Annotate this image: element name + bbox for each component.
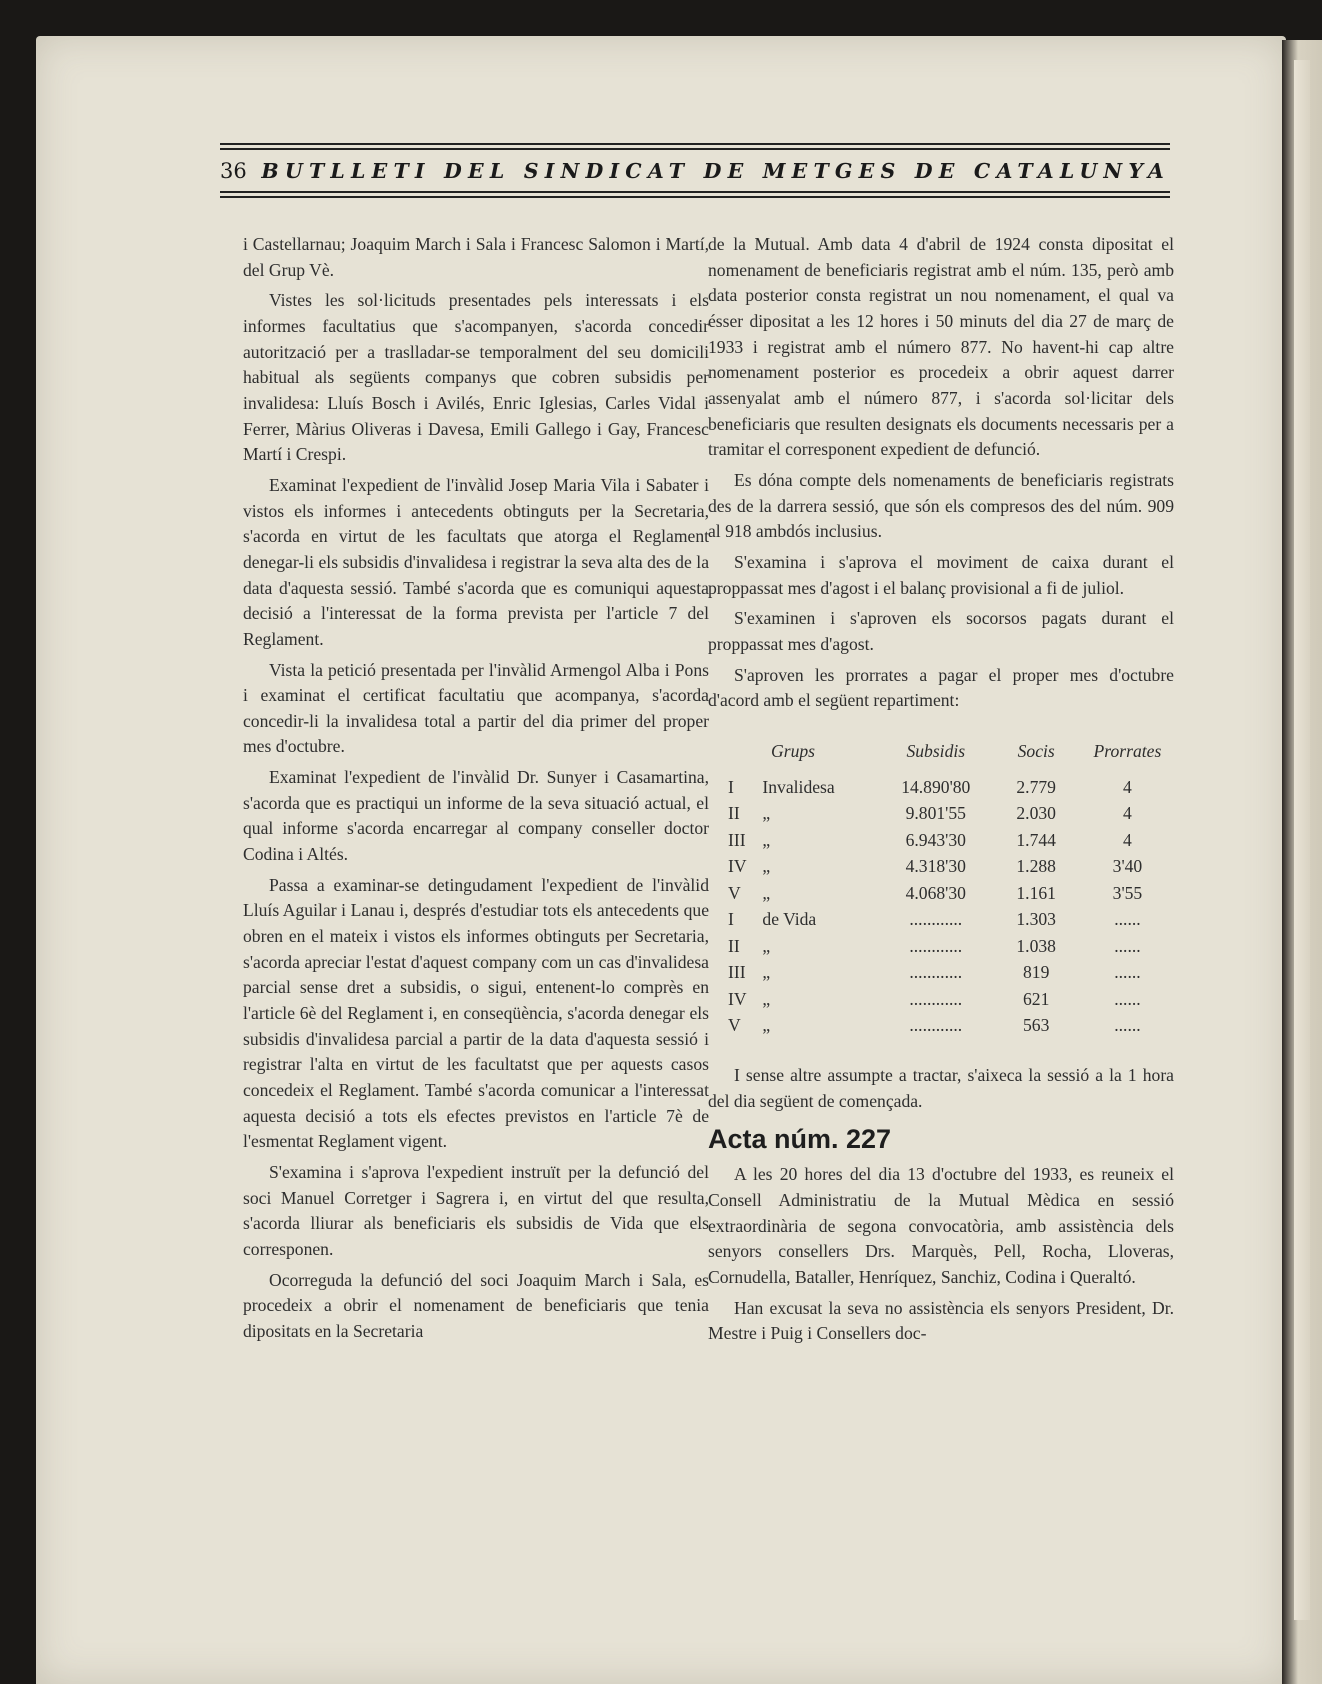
next-page-edge	[1294, 60, 1310, 1620]
cell-type: „	[762, 882, 771, 903]
cell-subsidis: ............	[909, 1015, 963, 1036]
cell-type: Invalidesa	[762, 776, 835, 797]
cell-socis: 1.303	[1016, 909, 1056, 930]
cell-subsidis: 14.890'80	[901, 776, 971, 797]
cell-num: V	[728, 882, 741, 903]
cell-prorrates: 3'40	[1112, 856, 1143, 877]
cell-socis: 1.744	[1016, 829, 1056, 850]
paragraph: Vistes les sol·licituds presentades pels interessats i els informes facultatius que s'acompanyen, s'acorda concedir autorització per a traslladar-se temporalment del seu domicili habitual als següents companys que cobren subsidis per invalidesa: Lluís Bosch i Avilés, Enric Iglesias, Carles Vidal i Ferrer, Màrius Oliveras i Davesa, Emili Gallego i Gay, Francesc Martí i Crespi.	[243, 290, 709, 465]
cell-subsidis: 4.068'30	[905, 882, 966, 903]
paragraph: de la Mutual. Amb data 4 d'abril de 1924 consta dipositat el nomenament de beneficiaris registrat amb el núm. 135, però amb data posterior consta registrat un nou nomenament, el qual va ésser dipositat a les 12 hores i 50 minuts del dia 27 de març de 1933 i registrat amb el número 877. No havent-hi cap altre nomenament posterior es procedeix a obrir aquest darrer assenyalat amb el número 877, i s'acorda sol·licitar dels beneficiaris que resulten designats els documents necessaris per a tramitar el corresponent expedient de defunció.	[708, 234, 1174, 460]
cell-num: III	[728, 829, 746, 850]
cell-socis: 2.030	[1016, 803, 1056, 824]
journal-title: BUTLLETI DEL SINDICAT DE METGES DE CATALUNYA	[261, 159, 1170, 183]
cell-prorrates: 4	[1123, 776, 1132, 797]
cell-type: de Vida	[762, 909, 817, 930]
paragraph: Vista la petició presentada per l'invàlid Armengol Alba i Pons i examinat el certificat facultatiu que acompanya, s'acorda concedir-li la invalidesa total a partir del dia primer del proper mes d'octubre.	[243, 659, 709, 757]
cell-prorrates: ......	[1114, 988, 1141, 1009]
running-header	[220, 143, 1170, 199]
paragraph: I sense altre assumpte a tractar, s'aixeca la sessió a la 1 hora del dia següent de començada.	[708, 1065, 1174, 1112]
cell-prorrates: ......	[1114, 962, 1141, 983]
table-row	[708, 854, 1176, 881]
left-column	[243, 232, 709, 1350]
paragraph: Han excusat la seva no assistència els senyors President, Dr. Mestre i Puig i Consellers doc-	[708, 1297, 1174, 1344]
cell-num: II	[728, 935, 740, 956]
cell-num: III	[728, 962, 746, 983]
cell-subsidis: ............	[909, 962, 963, 983]
cell-subsidis: 9.801'55	[905, 803, 966, 824]
column-header-socis: Socis	[1017, 740, 1055, 761]
header-rule-bottom-2	[220, 196, 1170, 198]
paragraph: Ocorreguda la defunció del soci Joaquim March i Sala, es procedeix a obrir el nomenament de beneficiaris que tenia dipositats en la Secretaria	[243, 1269, 709, 1341]
paragraph: A les 20 hores del dia 13 d'octubre del 1933, es reuneix el Consell Administratiu de la Mutual Mèdica en sessió extraordinària de segona convocatòria, amb assistència dels senyors consellers Drs. Marquès, Pell, Rocha, Lloveras, Cornudella, Bataller, Henríquez, Sanchiz, Codina i Queraltó.	[708, 1164, 1174, 1288]
right-column	[708, 232, 1174, 1352]
cell-prorrates: ......	[1114, 935, 1141, 956]
cell-subsidis: 6.943'30	[905, 829, 966, 850]
cell-prorrates: ......	[1114, 1015, 1141, 1036]
cell-subsidis: ............	[909, 909, 963, 930]
paragraph: S'examina i s'aprova el moviment de caixa durant el proppassat mes d'agost i el balanç provisional a fi de juliol.	[708, 551, 1174, 598]
cell-socis: 2.779	[1016, 776, 1056, 797]
table-row	[708, 986, 1176, 1013]
table-header-row	[708, 739, 1176, 775]
section-heading: Acta núm. 227	[708, 1123, 892, 1154]
cell-type: „	[762, 829, 771, 850]
cell-socis: 1.161	[1016, 882, 1056, 903]
cell-prorrates: 4	[1123, 829, 1132, 850]
prorrates-table	[708, 739, 1176, 1040]
cell-num: II	[728, 803, 740, 824]
column-header-prorrates: Prorrates	[1093, 740, 1162, 761]
page-number: 36	[220, 159, 247, 183]
cell-type: „	[762, 1015, 771, 1036]
cell-prorrates: ......	[1114, 909, 1141, 930]
paragraph: i Castellarnau; Joaquim March i Sala i Francesc Salomon i Martí, del Grup Vè.	[243, 234, 709, 280]
cell-subsidis: ............	[909, 935, 963, 956]
cell-type: „	[762, 962, 771, 983]
cell-socis: 819	[1022, 962, 1050, 983]
header-rule-top	[220, 143, 1170, 145]
table-row	[708, 907, 1176, 934]
cell-subsidis: ............	[909, 988, 963, 1009]
table-row	[708, 1013, 1176, 1040]
paragraph: Es dóna compte dels nomenaments de beneficiaris registrats des de la darrera sessió, que són els compresos des del núm. 909 al 918 ambdós inclusius.	[708, 469, 1174, 542]
cell-subsidis: 4.318'30	[905, 856, 966, 877]
cell-type: „	[762, 935, 771, 956]
paragraph: Examinat l'expedient de l'invàlid Josep Maria Vila i Sabater i vistos els informes i antecedents obtinguts per la Secretaria, s'acorda en virtut de les facultats que atorga el Reglament denegar-li els subsidis d'invalidesa i registrar la seva alta des de la data d'aquesta sessió. També s'acorda que es comuniqui aquesta decisió a l'interessat de la forma prevista per l'article 7 del Reglament.	[243, 474, 709, 649]
paragraph: S'aproven les prorrates a pagar el proper mes d'octubre d'acord amb el següent repartiment:	[708, 664, 1174, 711]
cell-num: V	[728, 1015, 741, 1036]
paragraph: Examinat l'expedient de l'invàlid Dr. Sunyer i Casamartina, s'acorda que es practiqui un informe de la seva situació actual, el qual informe s'acorda encarregar al company conseller doctor Codina i Altés.	[243, 767, 709, 865]
cell-num: IV	[728, 856, 747, 877]
table-row	[708, 774, 1176, 801]
cell-prorrates: 3'55	[1112, 882, 1143, 903]
cell-prorrates: 4	[1123, 803, 1132, 824]
cell-socis: 1.288	[1016, 856, 1056, 877]
cell-num: IV	[728, 988, 747, 1009]
table-row	[708, 801, 1176, 828]
cell-type: „	[762, 988, 771, 1009]
column-header-grups: Grups	[771, 740, 816, 761]
cell-socis: 1.038	[1016, 935, 1056, 956]
paragraph: S'examina i s'aprova l'expedient instruït per la defunció del soci Manuel Corretger i Sagrera i, en virtut del que resulta, s'acorda lliurar als beneficiaris els subsidis de Vida que els corresponen.	[243, 1161, 709, 1259]
cell-num: I	[728, 776, 734, 797]
table-row	[708, 933, 1176, 960]
cell-socis: 621	[1022, 988, 1050, 1009]
column-header-subsidis: Subsidis	[906, 740, 966, 761]
header-rule-bottom	[220, 191, 1170, 193]
cell-num: I	[728, 909, 734, 930]
table-body	[708, 774, 1176, 1039]
cell-type: „	[762, 856, 771, 877]
cell-type: „	[762, 803, 771, 824]
table-row	[708, 960, 1176, 987]
header-rule-top-2	[220, 148, 1170, 150]
table-row	[708, 827, 1176, 854]
paragraph: S'examinen i s'aproven els socorsos pagats durant el proppassat mes d'agost.	[708, 608, 1174, 654]
cell-socis: 563	[1022, 1015, 1050, 1036]
table-row	[708, 880, 1176, 907]
paragraph: Passa a examinar-se detingudament l'expedient de l'invàlid Lluís Aguilar i Lanau i, després d'estudiar tots els antecedents que obren en el mateix i vistos els informes obtinguts per Secretaria, s'acorda apreciar l'estat d'aquest company com un cas d'invalidesa parcial sense dret a subsidis, o sigui, entenent-lo comprès en l'article 6è del Reglament i, en conseqüència, s'acorda denegar els subsidis d'invalidesa parcial a partir de la data d'aquesta sessió i registrar l'alta en virtut de les facultatst que per aquests casos concedeix el Reglament. També s'acorda comunicar a l'interessat aquesta decisió a tots els efectes previstos en l'article 7è de l'esmentat Reglament vigent.	[243, 874, 709, 1152]
